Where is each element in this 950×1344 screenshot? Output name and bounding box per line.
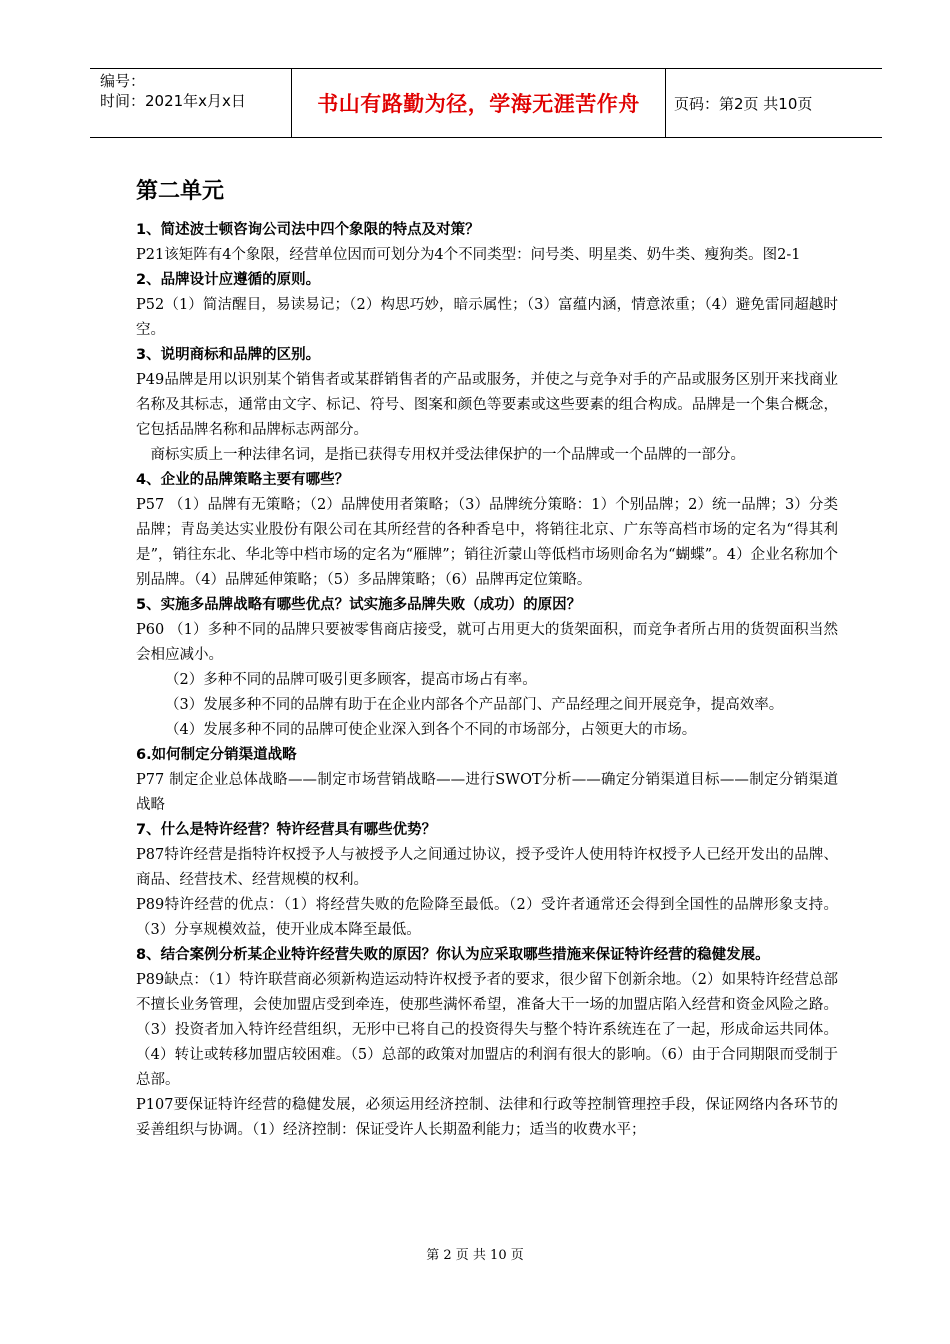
question-heading: 2、品牌设计应遵循的原则。 xyxy=(136,272,321,288)
paragraph: P57 （1）品牌有无策略；（2）品牌使用者策略；（3）品牌统分策略：1）个别品牌；2）统一品牌；3）分类品牌；青岛美达实业股份有限公司在其所经营的各种香皂中，将销往北京、广东等高档市场的定名为“得其利是”，销往东北、华北等中档市场的定名为“雁牌”；销往沂蒙山等低档市场则命名为“蝴蝶”。4）企业名称加个别品牌。（4）品牌延伸策略；（5）多品牌策略；（6）品牌再定位策略。 xyxy=(136,497,838,588)
indented-paragraph: （2）多种不同的品牌可吸引更多顾客，提高市场占有率。 xyxy=(165,672,537,688)
paragraph: P60 （1）多种不同的品牌只要被零售商店接受，就可占用更大的货架面积，而竞争者所占用的货贺面积当然会相应减小。 xyxy=(136,622,838,663)
header-motto: 书山有路勤为径，学海无涯苦作舟 xyxy=(291,69,666,137)
header-page-number: 页码：第2页 共10页 xyxy=(674,94,813,113)
question-heading: 5、实施多品牌战略有哪些优点？试实施多品牌失败（成功）的原因？ xyxy=(136,597,582,613)
question-heading: 1、简述波士顿咨询公司法中四个象限的特点及对策？ xyxy=(136,222,480,238)
paragraph: P107要保证特许经营的稳健发展，必须运用经济控制、法律和行政等控制管理控手段，保证网络内各环节的妥善组织与协调。（1）经济控制：保证受许人长期盈利能力；适当的收费水平； xyxy=(136,1097,838,1138)
question-heading: 3、说明商标和品牌的区别。 xyxy=(136,347,321,363)
time-label: 时间：2021年x月x日 xyxy=(100,92,246,110)
document-body xyxy=(136,176,838,1143)
indented-paragraph: （3）发展多种不同的品牌有助于在企业内部各个产品部门、产品经理之间开展竞争，提高效率。 xyxy=(165,697,784,713)
paragraph: P77 制定企业总体战略——制定市场营销战略——进行SWOT分析——确定分销渠道目标——制定分销渠道战略 xyxy=(136,772,838,813)
content-blocks xyxy=(136,218,838,1143)
question-heading: 8、结合案例分析某企业特许经营失败的原因？你认为应采取哪些措施来保证特许经营的稳健发展。 xyxy=(136,947,770,963)
paragraph: P21该矩阵有4个象限，经营单位因而可划分为4个不同类型：问号类、明星类、奶牛类、瘦狗类。图2-1 xyxy=(136,247,801,263)
page-footer: 第 2 页 共 10 页 xyxy=(426,1248,524,1263)
paragraph: P89缺点：（1）特许联营商必须新构造运动特许权授予者的要求，很少留下创新余地。（2）如果特许经营总部不擅长业务管理，会使加盟店受到牵连，使那些满怀希望，准备大干一场的加盟店陷入经营和资金风险之路。（3）投资者加入特许经营组织，无形中已将自己的投资得失与整个特许系统连在了一起，形成命运共同体。（4）转让或转移加盟店较困难。（5）总部的政策对加盟店的利润有很大的影响。（6）由于合同期限而受制于总部。 xyxy=(136,972,838,1088)
indented-paragraph: （4）发展多种不同的品牌可使企业深入到各个不同的市场部分，占领更大的市场。 xyxy=(165,722,697,738)
paragraph: P89特许经营的优点：（1）将经营失败的危险降至最低。（2）受许者通常还会得到全国性的品牌形象支持。（3）分享规模效益，使开业成本降至最低。 xyxy=(136,897,838,938)
page-header xyxy=(90,68,882,138)
header-info xyxy=(90,69,291,137)
paragraph: P52（1）简洁醒目，易读易记；（2）构思巧妙，暗示属性；（3）富蕴内涵，情意浓重；（4）避免雷同超越时空。 xyxy=(136,297,838,338)
code-label: 编号： xyxy=(100,72,146,90)
question-heading: 6.如何制定分销渠道战略 xyxy=(136,747,297,763)
paragraph: P49品牌是用以识别某个销售者或某群销售者的产品或服务，并使之与竞争对手的产品或服务区别开来找商业名称及其标志，通常由文字、标记、符号、图案和颜色等要素或这些要素的组合构成。品牌是一个集合概念，它包括品牌名称和品牌标志两部分。 xyxy=(136,372,838,438)
section-title: 第二单元 xyxy=(136,179,225,204)
paragraph: P87特许经营是指特许权授予人与被授予人之间通过协议，授予受许人使用特许权授予人已经开发出的品牌、商品、经营技术、经营规模的权利。 xyxy=(136,847,838,888)
question-heading: 7、什么是特许经营？特许经营具有哪些优势？ xyxy=(136,822,437,838)
question-heading: 4、企业的品牌策略主要有哪些？ xyxy=(136,472,350,488)
indented-paragraph: 商标实质上一种法律名词，是指已获得专用权并受法律保护的一个品牌或一个品牌的一部分。 xyxy=(150,447,745,463)
